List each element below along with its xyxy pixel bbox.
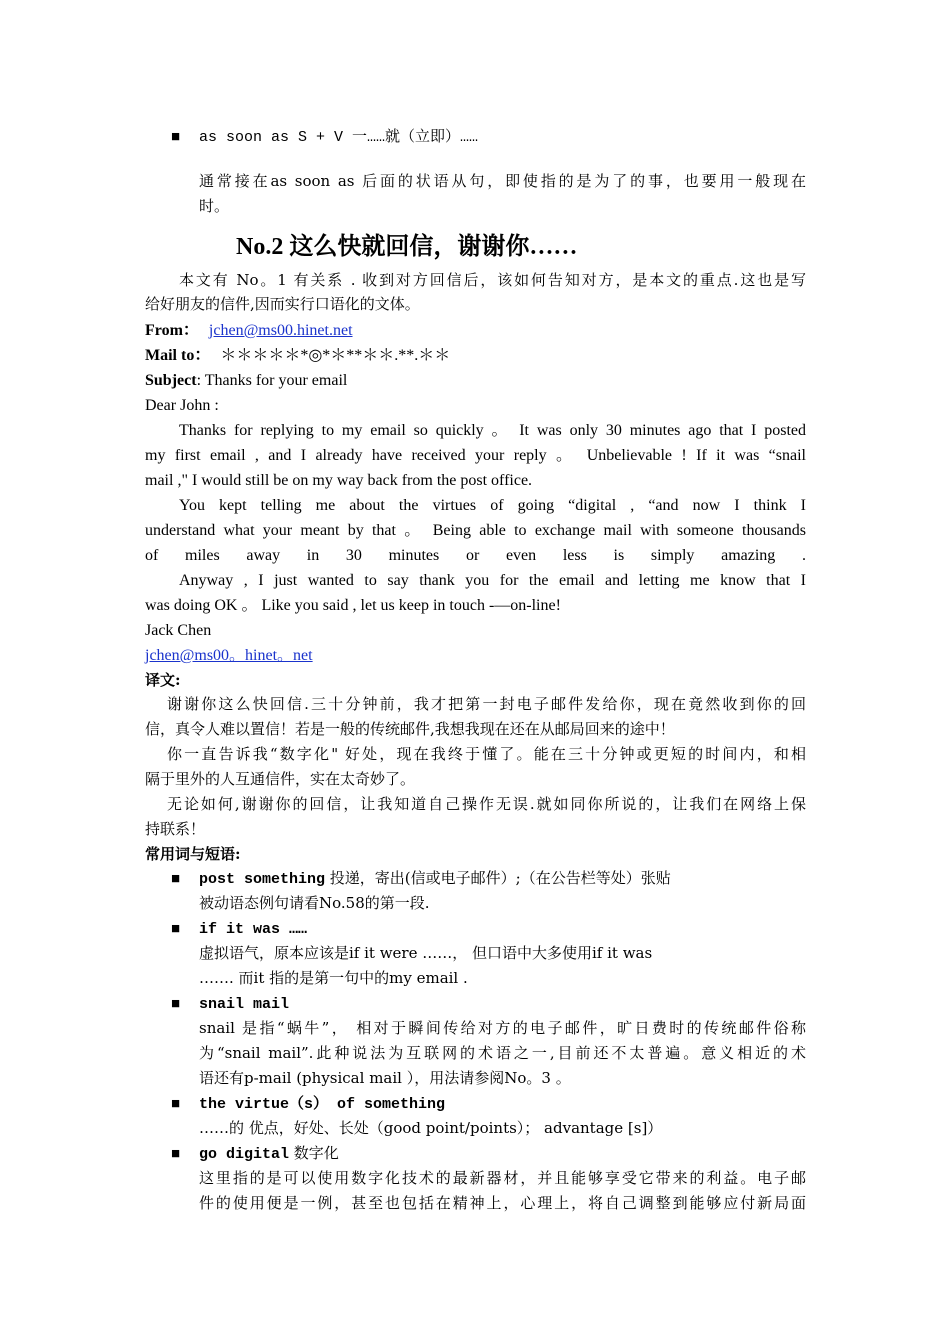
document-title: No.2 这么快就回信，谢谢你…… — [236, 234, 578, 260]
phrase-term: go digital — [199, 1146, 290, 1163]
email-body-line: understand what your meant by that 。 Being able to exchange mail with someone thousands — [145, 522, 806, 539]
intro-line: 本文有 No。1 有关系 . 收到对方回信后，该如何告知对方，是本文的重点.这也是写 — [179, 271, 806, 289]
phrase-explanation-line: 被动语态例句请看No.58的第一段. — [199, 894, 430, 912]
email-from-row — [145, 318, 806, 343]
phrase-term: snail mail — [199, 996, 290, 1013]
phrase-explanation-line: 语还有p-mail (physical mail ），用法请参阅No。3 。 — [199, 1069, 571, 1087]
email-body-line: mail ," I would still be on my way back from the post office. — [145, 472, 533, 489]
bullet-marker — [171, 922, 185, 936]
email-body-line: of miles away in 30 minutes or even less is simply amazing . — [145, 547, 806, 564]
phrase-explanation-line: ……. 而it 指的是第一句中的my email . — [199, 969, 468, 987]
translation-heading: 译文: — [145, 671, 181, 689]
subject-value: : Thanks for your email — [196, 372, 348, 389]
bullet-marker — [171, 997, 185, 1011]
phrase-term-row — [199, 866, 806, 891]
from-label: From： — [145, 322, 199, 339]
phrase-term-row — [199, 991, 806, 1016]
from-email-link[interactable]: jchen@ms00.hinet.net — [208, 322, 353, 339]
phrase-term: post something — [199, 871, 326, 888]
email-subject-row — [145, 368, 806, 393]
signature-email-link[interactable]: jchen@ms00。hinet。net — [145, 647, 313, 664]
bullet-marker — [171, 1097, 185, 1111]
bullet-marker — [171, 130, 185, 144]
top-item-pattern: S + V 一……就（立即）…… — [289, 129, 479, 146]
top-item-note-line: 时。 — [199, 197, 230, 215]
mail-to-value: ＊＊＊＊＊*◎*＊**＊＊.**.＊＊ — [220, 347, 451, 364]
email-body-line: You kept telling me about the virtues of going “digital , “and now I think I — [179, 497, 806, 514]
email-greeting: Dear John : — [145, 397, 219, 414]
phrase-explanation-line: 件的使用便是一例，甚至也包括在精神上，心理上，将自己调整到能够应付新局面 — [199, 1194, 806, 1212]
phrase-term-row — [199, 1141, 806, 1166]
translation-line: 隔于里外的人互通信件，实在太奇妙了。 — [145, 770, 416, 788]
phrase-term-row — [199, 1091, 806, 1116]
intro-line: 给好朋友的信件,因而实行口语化的文体。 — [145, 295, 420, 313]
top-item-heading — [199, 124, 806, 149]
subject-label: Subject — [145, 372, 197, 389]
phrases-heading: 常用词与短语: — [145, 845, 241, 863]
email-signature: Jack Chen — [145, 622, 212, 639]
email-to-row — [145, 343, 806, 368]
phrase-gloss: 投递，寄出(信或电子邮件）;（在公告栏等处）张贴 — [325, 869, 671, 887]
email-body-line: was doing OK 。 Like you said , let us keep in touch -—on-line! — [145, 597, 561, 614]
translation-line: 谢谢你这么快回信.三十分钟前，我才把第一封电子邮件发给你，现在竟然收到你的回 — [167, 695, 806, 713]
translation-line: 无论如何,谢谢你的回信，让我知道自己操作无误.就如同你所说的，让我们在网络上保 — [167, 795, 806, 813]
phrase-term-row — [199, 916, 806, 941]
translation-line: 持联系！ — [145, 820, 206, 838]
phrase-explanation-line: ……的 优点，好处、长处（good point/points）； advantage [s]） — [199, 1119, 663, 1137]
phrase-explanation-line: snail 是指“蜗牛”， 相对于瞬间传给对方的电子邮件，旷日费时的传统邮件俗称 — [199, 1019, 806, 1037]
email-body-line: my first email , and I already have received your reply 。 Unbelievable ! If it was “snail — [145, 447, 806, 464]
top-item-note-line: 通常接在as soon as 后面的状语从句，即使指的是为了的事，也要用一般现在 — [199, 172, 806, 190]
bullet-marker — [171, 1147, 185, 1161]
bullet-marker — [171, 872, 185, 886]
translation-line: 信，真令人难以置信！若是一般的传统邮件,我想我现在还在从邮局回来的途中！ — [145, 720, 675, 738]
signature-email-row — [145, 643, 806, 668]
mail-to-label: Mail to： — [145, 347, 211, 364]
phrase-explanation-line: 这里指的是可以使用数字化技术的最新器材，并且能够享受它带来的利益。电子邮 — [199, 1169, 806, 1187]
top-item-term: as soon as — [199, 129, 290, 146]
email-body-line: Anyway , I just wanted to say thank you for the email and letting me know that I — [179, 572, 806, 589]
phrase-explanation-line: 为“snail mail”.此种说法为互联网的术语之一,目前还不太普遍。意义相近的术 — [199, 1044, 806, 1062]
phrase-explanation-line: 虚拟语气，原本应该是if it were ……， 但口语中大多使用if it was — [199, 944, 653, 962]
email-body-line: Thanks for replying to my email so quickly 。 It was only 30 minutes ago that I posted — [179, 422, 806, 439]
phrase-term: if it was …… — [199, 921, 308, 938]
phrase-term: the virtue（s） of something — [199, 1096, 446, 1113]
translation-line: 你一直告诉我“数字化" 好处，现在我终于懂了。能在三十分钟或更短的时间内，和相 — [167, 745, 806, 763]
phrase-gloss: 数字化 — [289, 1144, 339, 1162]
